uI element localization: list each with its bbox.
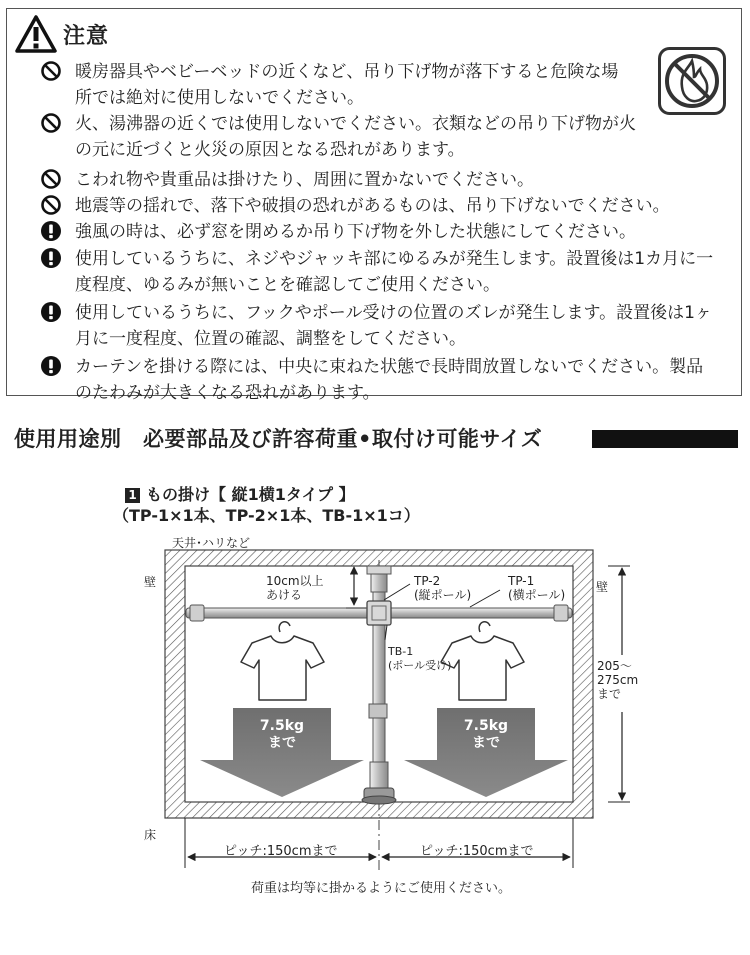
diagram-caption-text: もの掛け【 縦1横1タイプ 】 (146, 485, 355, 504)
wall-left-label: 壁 (144, 575, 157, 589)
floor-label: 床 (144, 828, 157, 842)
tb1-label: TB-1 (ポール受け) (388, 645, 452, 672)
caution-title: 注意 (63, 24, 110, 49)
caution-item-text: こわれ物や貴重品は掛けたり、周囲に置かないでください。 (75, 170, 534, 190)
caution-item-text: 火、湯沸器の近くでは使用しないでください。衣類などの吊り下げ物が火 の元に近づくと火災の原因となる恐れがあります。 (75, 114, 636, 160)
pitch-left-label: ピッチ:150cmまで (224, 844, 338, 859)
pole-bracket-tb1 (367, 601, 391, 625)
caution-item-text: 使用しているうちに、ネジやジャッキ部にゆるみが発生します。設置後は1カ月に一 度程度、ゆるみが無いことを確認してご使用ください。 (75, 249, 714, 295)
tp2-label: TP-2 (縦ポール) (414, 574, 472, 602)
load-left-label: 7.5kg まで (259, 718, 305, 751)
diagram-number: 1 (125, 488, 140, 503)
height-label: 205～ 275cm まで (597, 659, 639, 701)
diagram-parts: （TP-1×1本、TP-2×1本、TB-1×1コ） (113, 506, 420, 525)
gap-label: 10cm以上 あける (266, 574, 324, 602)
ceiling-label: 天井･ハリなど (172, 536, 251, 550)
caution-item-text: カーテンを掛ける際には、中央に束ねた状態で長時間放置しないでください。製品 のたわみが大きくなる恐れがあります。 (75, 357, 704, 403)
section-heading: 使用用途別 必要部品及び許容荷重•取付け可能サイズ (14, 427, 543, 451)
pitch-right-label: ピッチ:150cmまで (420, 844, 534, 859)
wall-right-label: 壁 (596, 580, 609, 594)
load-note: 荷重は均等に掛かるようにご使用ください。 (251, 881, 512, 896)
caution-item-text: 強風の時は、必ず窓を閉めるか吊り下げ物を外した状態にしてください。 (75, 222, 636, 242)
tp1-label: TP-1 (横ポール) (508, 574, 566, 602)
caution-item-text: 地震等の揺れで、落下や破損の恐れがあるものは、吊り下げないでください。 (75, 196, 670, 216)
caution-item-text: 暖房器具やベビーベッドの近くなど、吊り下げ物が落下すると危険な場 所では絶対に使用しないでください。 (75, 62, 619, 108)
load-right-label: 7.5kg まで (463, 718, 509, 751)
caution-item-text: 使用しているうちに、フックやポール受けの位置のズレが発生します。設置後は1ヶ 月に一度程度、位置の確認、調整をしてください。 (75, 303, 712, 349)
